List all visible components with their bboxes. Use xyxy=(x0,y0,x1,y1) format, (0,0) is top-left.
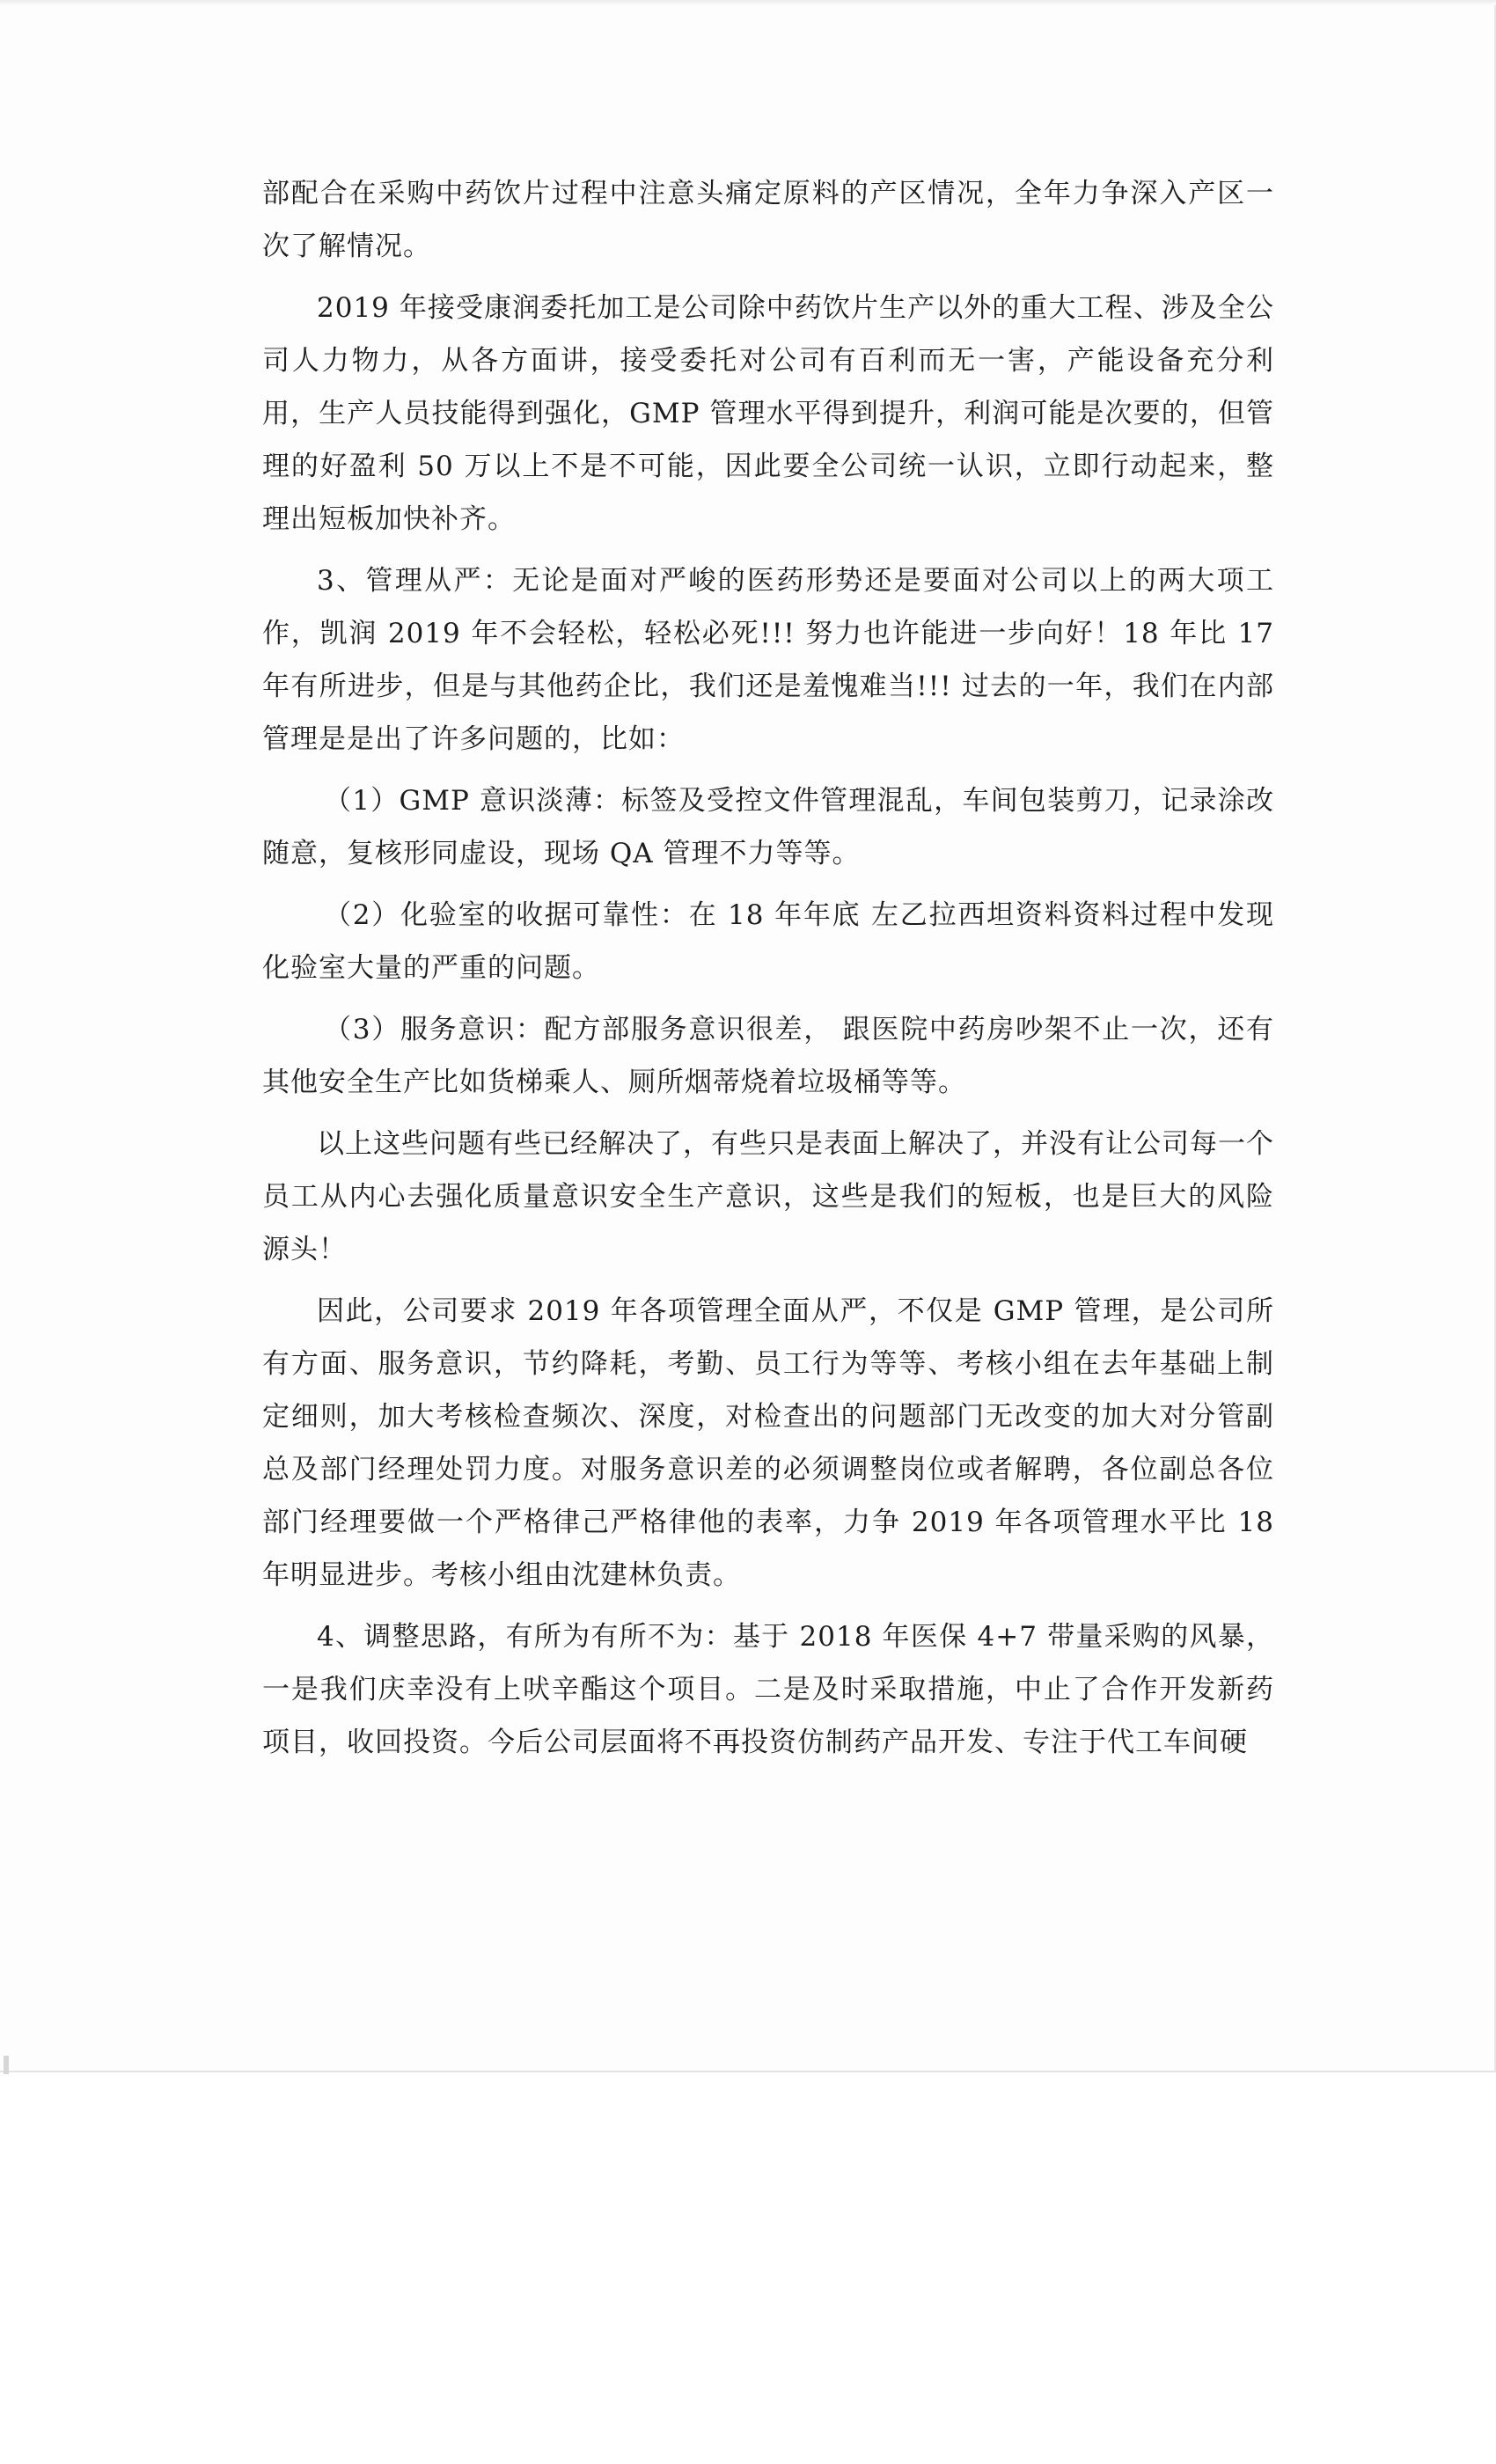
paragraph-2019-requirements: 因此，公司要求 2019 年各项管理全面从严，不仅是 GMP 管理，是公司所有方面、服务意识，节约降耗，考勤、员工行为等等、考核小组在去年基础上制定细则，加大考核检查频次、深度，对检查出的问题部门无改变的加大对分管副总及部门经理处罚力度。对服务意识差的必须调整岗位或者解聘，各位副总各位部门经理要做一个严格律己严格律他的表率，力争 2019 年各项管理水平比 18 年明显进步。考核小组由沈建林负责。 xyxy=(262,1295,1274,1591)
paragraph-item-lab: （2）化验室的收据可靠性：在 18 年年底 左乙拉西坦资料资料过程中发现化验室大量的严重的问题。 xyxy=(262,899,1274,984)
blank-area xyxy=(0,2074,1496,2464)
document-body xyxy=(262,167,1274,1778)
paragraph-strict-management: 3、管理从严：无论是面对严峻的医药形势还是要面对公司以上的两大项工作，凯润 2019 年不会轻松，轻松必死!!! 努力也许能进一步向好！18 年比 17 年有所进步，但是与其他药企比，我们还是羞愧难当!!! 过去的一年，我们在内部管理是是出了许多问题的，比如： xyxy=(262,565,1274,755)
paragraph-adjust-strategy: 4、调整思路，有所为有所不为：基于 2018 年医保 4+7 带量采购的风暴，一是我们庆幸没有上吠辛酯这个项目。二是及时采取措施，中止了合作开发新药项目，收回投资。今后公司层面将不再投资仿制药产品开发、专注于代工车间硬 xyxy=(262,1621,1274,1758)
paragraph-kangrun-contract: 2019 年接受康润委托加工是公司除中药饮片生产以外的重大工程、涉及全公司人力物力，从各方面讲，接受委托对公司有百利而无一害，产能设备充分利用，生产人员技能得到强化，GMP 管理水平得到提升，利润可能是次要的，但管理的好盈利 50 万以上不是不可能，因此要全公司统一认识，立即行动起来，整理出短板加快补齐。 xyxy=(262,292,1274,535)
scan-margin-mark xyxy=(4,2056,9,2075)
paragraph-item-gmp: （1）GMP 意识淡薄：标签及受控文件管理混乱，车间包装剪刀，记录涂改随意，复核形同虚设，现场 QA 管理不力等等。 xyxy=(262,785,1274,869)
paragraph-continuation: 部配合在采购中药饮片过程中注意头痛定原料的产区情况，全年力争深入产区一次了解情况。 xyxy=(262,178,1274,262)
paragraph-item-service: （3）服务意识：配方部服务意识很差， 跟医院中药房吵架不止一次，还有其他安全生产比如货梯乘人、厕所烟蒂烧着垃圾桶等等。 xyxy=(262,1014,1274,1098)
paragraph-risk-summary: 以上这些问题有些已经解决了，有些只是表面上解决了，并没有让公司每一个员工从内心去强化质量意识安全生产意识，这些是我们的短板，也是巨大的风险源头！ xyxy=(262,1128,1274,1265)
page-top-edge xyxy=(0,0,1496,5)
